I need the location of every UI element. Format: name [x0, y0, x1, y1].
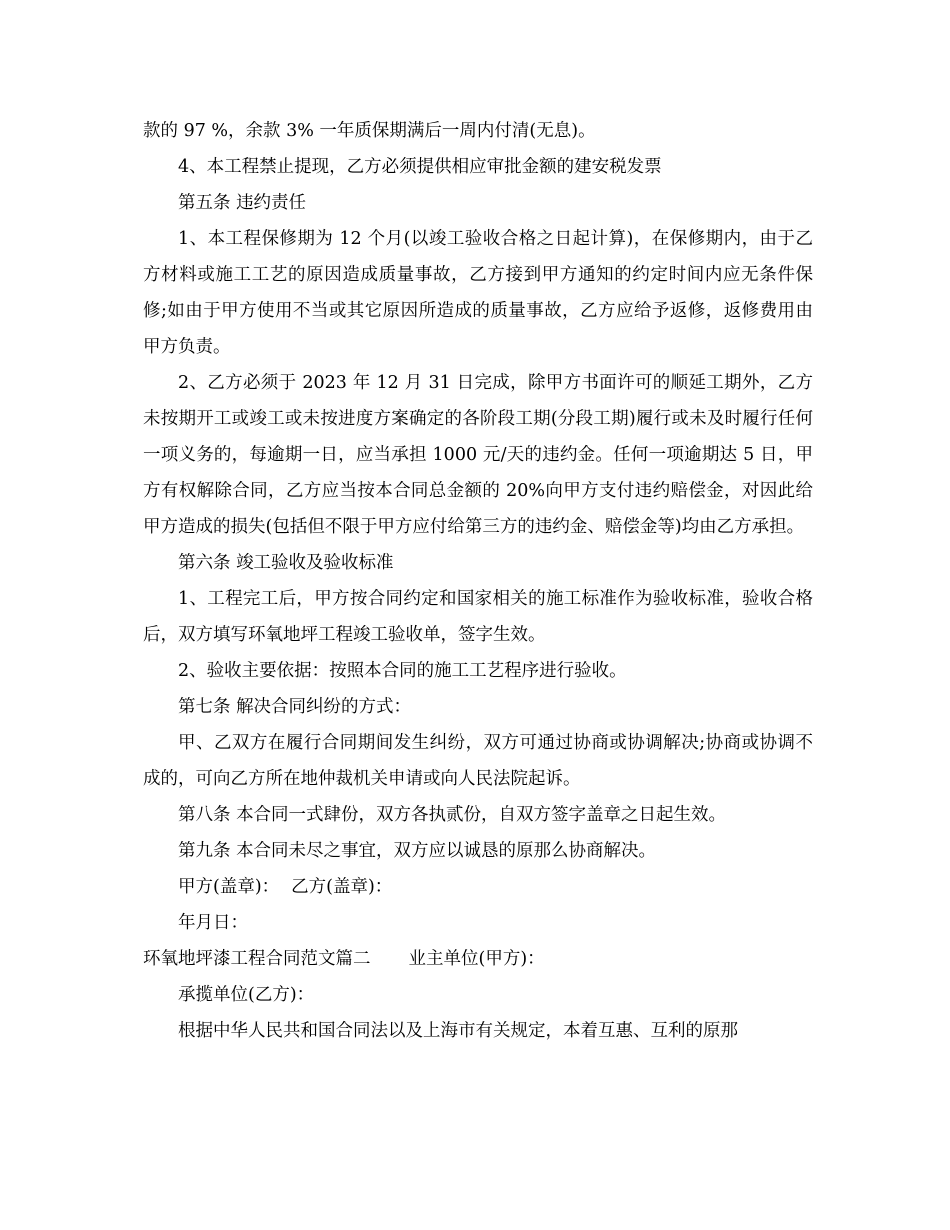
clause-paragraph: 第九条 本合同未尽之事宜，双方应以诚恳的原那么协商解决。: [178, 841, 657, 861]
last-paragraph: 根据中华人民共和国合同法以及上海市有关规定，本着互惠、互利的原那: [178, 1021, 738, 1041]
contract-clauses: [143, 113, 813, 869]
section-title-line: [143, 941, 813, 977]
clause-paragraph: 第七条 解决合同纠纷的方式：: [178, 697, 412, 717]
clause-paragraph: 第五条 违约责任: [178, 193, 307, 213]
clause-paragraph: 第八条 本合同一式肆份，双方各执贰份，自双方签字盖章之日起生效。: [178, 805, 727, 825]
signature-line: [143, 869, 813, 905]
clause-paragraph: 1、工程完工后，甲方按合同约定和国家相关的施工标准作为验收标准，验收合格后，双方填写环氧地坪工程竣工验收单，签字生效。: [143, 589, 813, 645]
date-line: 年月日：: [178, 913, 248, 933]
clause-paragraph: 甲、乙双方在履行合同期间发生纠纷，双方可通过协商或协调解决;协商或协调不成的，可向乙方所在地仲裁机关申请或向人民法院起诉。: [143, 733, 813, 789]
contractor-unit: 承揽单位(乙方)：: [178, 985, 315, 1005]
clause-paragraph: 1、本工程保修期为 12 个月(以竣工验收合格之日起计算)，在保修期内，由于乙方材料或施工工艺的原因造成质量事故，乙方接到甲方通知的约定时间内应无条件保修;如由于甲方使用不当或其它原因所造成的质量事故，乙方应给予返修，返修费用由甲方负责。: [143, 229, 813, 357]
clause-paragraph: 4、本工程禁止提现，乙方必须提供相应审批金额的建安税发票: [178, 157, 662, 177]
section-title: 环氧地坪漆工程合同范文篇二: [143, 949, 371, 969]
clause-paragraph: 款的 97 %，余款 3% 一年质保期满后一周内付清(无息)。: [143, 121, 596, 141]
document-body: [143, 113, 813, 1049]
owner-unit: 业主单位(甲方)：: [408, 949, 545, 969]
party-a-seal: 甲方(盖章)：: [178, 877, 280, 897]
clause-paragraph: 2、乙方必须于 2023 年 12 月 31 日完成，除甲方书面许可的顺延工期外，乙方未按期开工或竣工或未按进度方案确定的各阶段工期(分段工期)履行或未及时履行任何一项义务的，每逾期一日，应当承担 1000 元/天的违约金。任何一项逾期达 5 日，甲方有权解除合同，乙方应当按本合同总金额的 20%向甲方支付违约赔偿金，对因此给甲方造成的损失(包括但不限于甲方应付给第三方的违约金、赔偿金等)均由乙方承担。: [143, 373, 813, 537]
clause-paragraph: 2、验收主要依据：按照本合同的施工工艺程序进行验收。: [178, 661, 627, 681]
party-b-seal: 乙方(盖章)：: [291, 877, 393, 897]
clause-paragraph: 第六条 竣工验收及验收标准: [178, 553, 394, 573]
